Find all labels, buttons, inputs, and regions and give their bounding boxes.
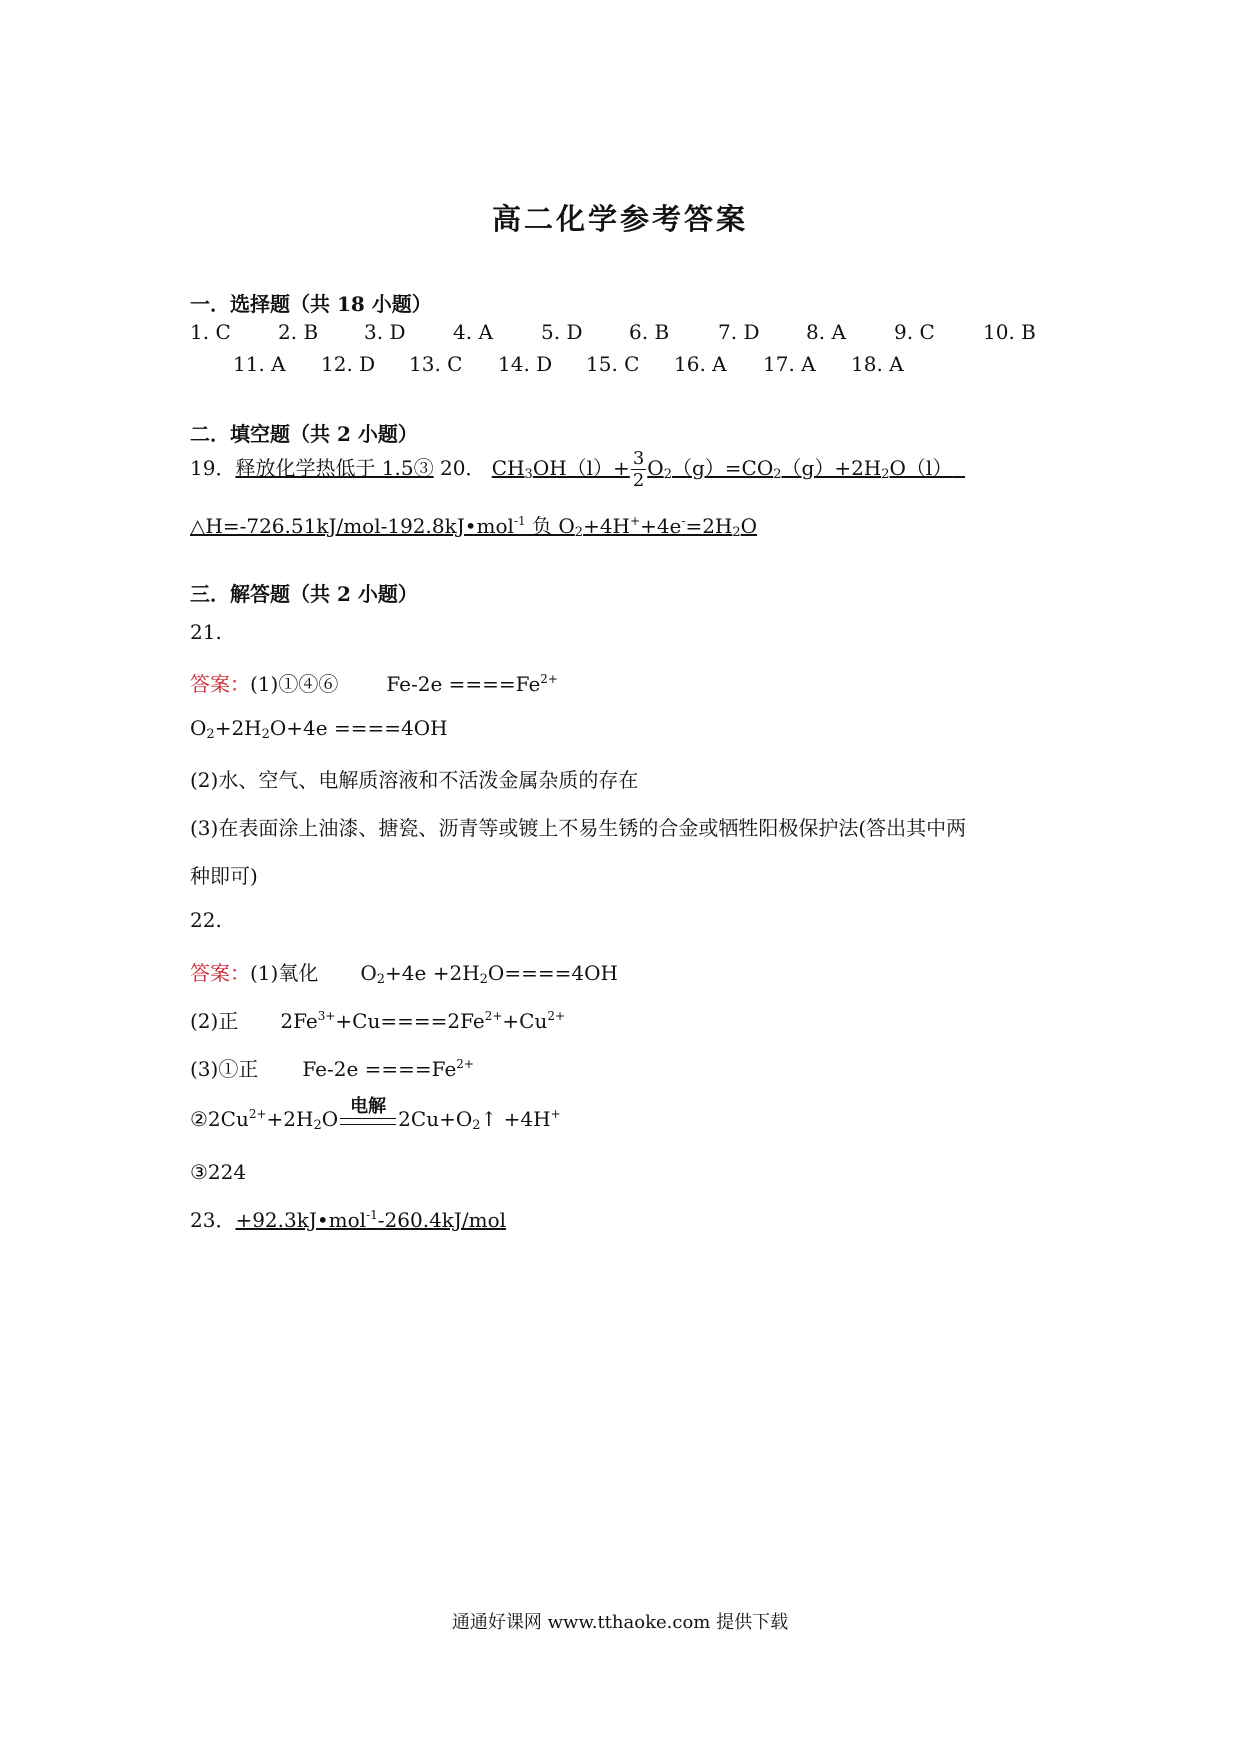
page-footer: 通通好课网 www.tthaoke.com 提供下载 (451, 1612, 789, 1633)
electrolysis-arrow: 电解 (340, 1096, 396, 1133)
q21-answer-line-1: 答案：(1)①④⑥ $Fe-2e ====Fe^{2+}$ (190, 672, 558, 696)
q19-q20-line (190, 448, 965, 491)
choice-answer: 14. D (498, 352, 553, 376)
choice-answers-row-2 (233, 352, 904, 376)
choice-answer: 11. A (233, 352, 286, 376)
q23-number: 23． (190, 1208, 236, 1232)
choice-answer: 12. D (321, 352, 376, 376)
choice-answer: 4. A (453, 320, 493, 344)
page-title: 高二化学参考答案 (491, 202, 748, 236)
q22-answer-line-1: 答案：(1)氧化 $O_2+4e +2H_2O====4OH$ (190, 961, 618, 987)
q22-answer-line-2: (2)正 $2Fe^{3+}+Cu====2Fe^{2+}+Cu^{2+}$ (190, 1009, 566, 1033)
section-heading-solve: 三．解答题（共 2 小题） (190, 582, 418, 606)
q22-answer-line-3: (3)①正 $Fe-2e ====Fe^{2+}$ (190, 1057, 474, 1081)
q21-answer-line-5: 种即可) (190, 864, 258, 888)
answer-label: 答案： (190, 961, 250, 985)
section-heading-choice: 一．选择题（共 18 小题） (190, 292, 432, 316)
q23-answer: +92.3kJ•mol$^{-1}$-260.4kJ/mol (235, 1208, 507, 1232)
choice-answer: 5. D (541, 320, 583, 344)
q21-number: 21. (190, 620, 222, 644)
choice-answer: 7. D (718, 320, 760, 344)
choice-answer: 10. B (983, 320, 1036, 344)
choice-answer: 13. C (409, 352, 463, 376)
choice-answer: 17. A (763, 352, 816, 376)
q20-number: 20． (439, 456, 486, 480)
choice-answer: 2. B (278, 320, 319, 344)
q20-equation: $CH_3OH(l)+$ $\frac{3}{2}$ $O_2(g)=CO_2(g)+2H_2O(l)$ (491, 448, 953, 491)
choice-answers-row-1 (190, 320, 1036, 344)
answer-label: 答案： (190, 672, 250, 696)
q19-answer: 释放化学热低于 1.5③ (235, 456, 434, 480)
q22-number: 22. (190, 908, 222, 932)
q21-answer-line-2: $O_2+2H_2O+4e ====4OH$ (190, 716, 448, 742)
choice-answer: 6. B (629, 320, 670, 344)
section-heading-fill: 二．填空题（共 2 小题） (190, 422, 418, 446)
q22-answer-line-5: ③224 (190, 1160, 247, 1184)
q23-line (190, 1204, 506, 1233)
q21-answer-line-3: (2)水、空气、电解质溶液和不活泼金属杂质的存在 (190, 768, 639, 792)
choice-answer: 16. A (674, 352, 727, 376)
choice-answer: 15. C (586, 352, 640, 376)
choice-answer: 18. A (851, 352, 904, 376)
choice-answer: 9. C (894, 320, 935, 344)
fraction-three-halves: $\frac{3}{2}$ (632, 448, 645, 491)
q21-answer-line-4: (3)在表面涂上油漆、搪瓷、沥青等或镀上不易生锈的合金或牺牲阳极保护法(答出其中两 (190, 816, 967, 840)
q22-answer-line-4: $②2Cu^{2+}+2H_2O$ 电解 $2Cu+O_2↑ +4H^+$ (190, 1096, 561, 1133)
q19-number: 19． (190, 456, 236, 480)
choice-answer: 1. C (190, 320, 231, 344)
choice-answer: 8. A (806, 320, 846, 344)
choice-answer: 3. D (364, 320, 406, 344)
q20-answer-line-2: △H=-726.51kJ/mol-192.8kJ•mol$^{-1}$ 负 $O_2+4H^++4e^-=2H_2O$ (190, 514, 758, 540)
